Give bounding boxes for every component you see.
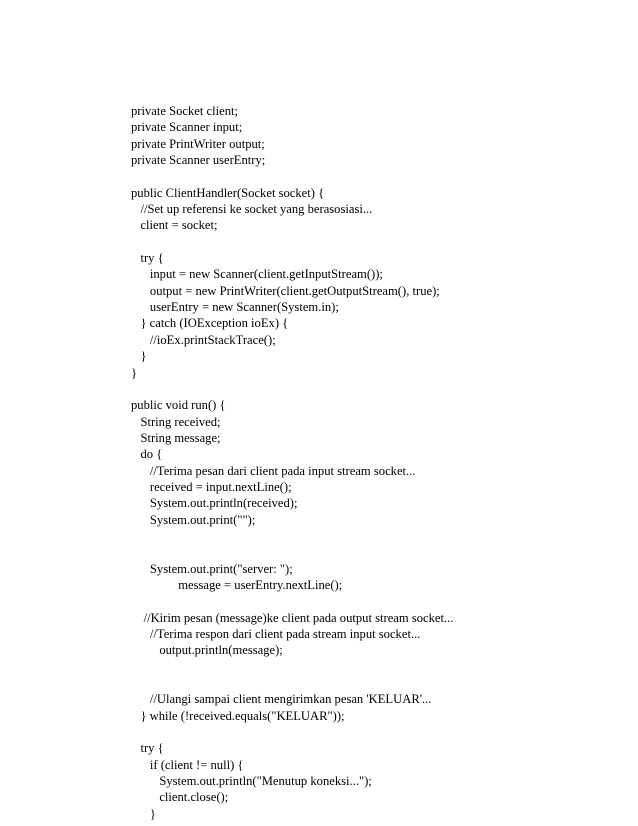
code-line: //ioEx.printStackTrace(); <box>131 332 276 347</box>
blank-line <box>131 528 453 544</box>
blank-line <box>131 381 453 397</box>
code-line: } <box>131 806 156 821</box>
code-line: //Set up referensi ke socket yang berasosiasi... <box>131 202 373 217</box>
code-line: private Socket client; <box>131 104 239 118</box>
blank-line <box>131 168 453 184</box>
blank-line <box>131 659 453 675</box>
code-line: } <box>131 349 147 364</box>
code-line: client = socket; <box>131 218 218 233</box>
code-line: //Terima respon dari client pada stream input socket... <box>131 627 421 641</box>
code-listing <box>131 103 453 822</box>
code-line: output.println(message); <box>131 643 283 658</box>
blank-line <box>131 544 453 560</box>
code-line: try { <box>131 251 164 266</box>
code-line: do { <box>131 447 163 462</box>
code-line: System.out.print("server: "); <box>131 561 293 576</box>
code-line: input = new Scanner(client.getInputStream()); <box>131 267 383 282</box>
code-line: } while (!received.equals("KELUAR")); <box>131 708 345 723</box>
code-line: public ClientHandler(Socket socket) { <box>131 185 325 200</box>
code-line: private PrintWriter output; <box>131 136 265 151</box>
code-line: System.out.println("Menutup koneksi..."); <box>131 774 372 789</box>
code-line: try { <box>131 741 164 756</box>
code-line: message = userEntry.nextLine(); <box>131 577 343 592</box>
code-line: String message; <box>131 430 221 445</box>
code-line: String received; <box>131 414 221 429</box>
code-line: received = input.nextLine(); <box>131 479 292 494</box>
code-line: userEntry = new Scanner(System.in); <box>131 300 339 315</box>
code-line: } catch (IOException ioEx) { <box>131 316 289 331</box>
code-line: output = new PrintWriter(client.getOutputStream(), true); <box>131 283 440 298</box>
blank-line <box>131 234 453 250</box>
code-line: public void run() { <box>131 398 226 413</box>
code-line: if (client != null) { <box>131 757 244 772</box>
blank-line <box>131 593 453 609</box>
code-line: //Terima pesan dari client pada input stream socket... <box>131 463 416 478</box>
code-line: System.out.print(""); <box>131 512 256 527</box>
code-line: System.out.println(received); <box>131 496 298 511</box>
code-line: //Kirim pesan (message)ke client pada output stream socket... <box>131 610 454 625</box>
code-line: private Scanner userEntry; <box>131 153 266 168</box>
code-line: private Scanner input; <box>131 120 243 135</box>
code-line: client.close(); <box>131 790 229 805</box>
blank-line <box>131 675 453 691</box>
blank-line <box>131 724 453 740</box>
code-line: } <box>131 365 138 380</box>
code-line: //Ulangi sampai client mengirimkan pesan 'KELUAR'... <box>131 692 432 707</box>
